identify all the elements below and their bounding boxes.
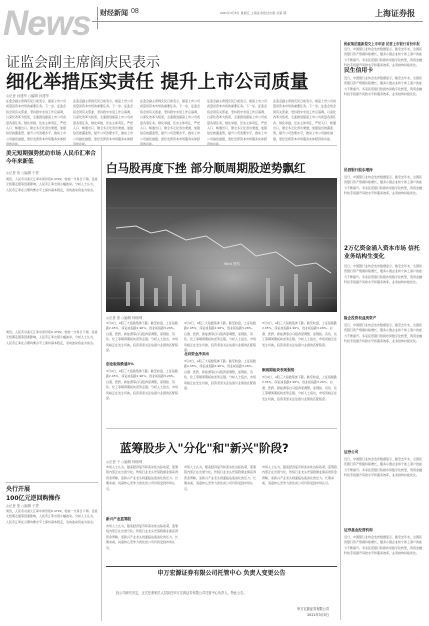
section-name: 财经新闻 [100,10,128,17]
notice-body: 经公司研究决定，正式任命相关人员担任申万宏源证券有限公司托管中心负责人，特此公告。 [116,591,247,595]
page-number: 08 [131,8,139,15]
right-col-body-6: 近日，中国银行业协会发布数据显示，截至去年末，全国民营银行资产规模持续增长，服务小微企业和个体工商户的能力不断提升。多家民营银行积极布局数字化转型，利用金融科技手段提升风控水平和服务效率，业务结构持续优化。 [344,535,423,556]
left-story1-body-b: 周四，人民币对美元汇率中间价报6.4799，较前一交易日下调。受美元短期走强等因素影响，人民币汇率出现小幅波动。分析人士认为，人民币汇率在合理均衡水平上保持基本稳定，双向波动将成为常态。 [6,330,98,345]
main2-col3: 市场人士认为，随着经济复苏和流动性边际收紧，蓝筹股内部正在出现分化。传统行业龙头凭借稳健业绩获得资金青睐，而新兴产业龙头则面临估值消化的压力。长期来看，具备核心竞争力的优质公司仍将受到市场认可。 [262,465,338,486]
left-story1-body-a: 周四，人民币对美元汇率中间价报6.4799，较前一交易日下调。受美元短期走强等因素影响，人民币汇率出现小幅波动。分析人士认为，人民币汇率在合理均衡水平上保持基本稳定，双向波动将成为常态。 [6,177,98,192]
main1-col2: 3月4日，A股三大指数集体下跌。截至收盘，上证指数跌2.05%，深证成指跌2.96%，创业板指跌3.26%。白酒、医药、新能源等白马股再度调整，而钢铁、有色、化工等顺周期板块逆势走强。分析人士指出，市场风格正在发生切换，投资者需关注估值与业绩的匹配程度。 [184,321,257,353]
left-story2-body: 周四，人民币对美元汇率中间价报6.4799，较前一交易日下调。受美元短期走强等因素影响，人民币汇率出现小幅波动。分析人士认为，人民币汇率在合理均衡水平上保持基本稳定，双向波动将成为常态。 [6,509,98,524]
right-column-rule [340,40,341,620]
main1-col1: 3月4日，A股三大指数集体下跌。截至收盘，上证指数跌2.05%，深证成指跌2.96%，创业板指跌3.26%。白酒、医药、新能源等白马股再度调整，而钢铁、有色、化工等顺周期板块逆势走强。分析人士指出，市场风格正在发生切换，投资者需关注估值与业绩的匹配程度。 [106,321,179,353]
main2-byline: ◎记者 于 ○编辑 杨晓坤 [106,460,143,464]
lead-headline: 细化举措压实责任 提升上市公司质量 [6,72,309,93]
right-col-heading-2: 民营银行股东增持 [344,168,373,172]
left-column-rule [101,146,102,621]
main1-col2b: 3月4日，A股三大指数集体下跌。截至收盘，上证指数跌2.05%，深证成指跌2.96%，创业板指跌3.26%。白酒、医药、新能源等白马股再度调整，而钢铁、有色、化工等顺周期板块逆势走强。分析人士指出，市场风格正在发生切换，投资者需关注估值与业绩的匹配程度。 [184,359,257,391]
main2-col1b: 市场人士认为，随着经济复苏和流动性边际收紧，蓝筹股内部正在出现分化。传统行业龙头凭借稳健业绩获得资金青睐，而新兴产业龙头则面临估值消化的压力。长期来看，具备核心竞争力的优质公司仍将受到市场认可。 [106,524,179,550]
chart-graphic [106,178,337,312]
right-col-body-2: 近日，中国银行业协会发布数据显示，截至去年末，全国民营银行资产规模持续增长，服务小微企业和个体工商户的能力不断提升。多家民营银行积极布局数字化转型，利用金融科技手段提升风控水平和服务效率，业务结构持续优化。 [344,175,423,196]
right-col-heading-3: 证券公司 [344,450,359,454]
notice-signature: 申万宏源证券有限公司 [297,607,329,611]
masthead-logo: News [3,4,91,43]
dateline: 2021年3月5日 星期五 上海证券报社出版 总第 期 [220,11,287,15]
main2-headline: 蓝筹股步入"分化"和"新兴"阶段? [120,441,289,455]
notice-title: 申万宏源证券有限公司托管中心 负责人变更公告 [157,570,286,577]
lead-body-col1: 证监会副主席阎庆民日前表示，提高上市公司质量是资本市场的重要任务。下一步，证监会将会同有关部委，坚持稳中求进工作总基调，以深化改革为统领，全面推进提高上市公司质量各项任务，细化举措，压实主体责任，严把入口、畅通出口，健全多元化退出渠道，加强信息披露监管，提升公司治理水平，推动上市公司做优做强，更好发挥资本市场服务实体经 [6,99,67,141]
masthead-divider [97,7,98,29]
lead-body-col2: 证监会副主席阎庆民日前表示，提高上市公司质量是资本市场的重要任务。下一步，证监会将会同有关部委，坚持稳中求进工作总基调，以深化改革为统领，全面推进提高上市公司质量各项任务，细化举措，压实主体责任，严把入口、畅通出口，健全多元化退出渠道，加强信息披露监管，提升公司治理水平，推动上市公司做优做强，更好发挥资本市场服务实体经 [73,99,134,141]
lead-bottom-rule [6,145,337,146]
main1-col1b: 3月4日，A股三大指数集体下跌。截至收盘，上证指数跌2.05%，深证成指跌2.96%，创业板指跌3.26%。白酒、医药、新能源等白马股再度调整，而钢铁、有色、化工等顺周期板块逆势走强。分析人士指出，市场风格正在发生切换，投资者需关注估值与业绩的匹配程度。 [106,369,179,401]
main2-col1: 市场人士认为，随着经济复苏和流动性边际收紧，蓝筹股内部正在出现分化。传统行业龙头凭借稳健业绩获得资金青睐，而新兴产业龙头则面临估值消化的压力。长期来看，具备核心竞争力的优质公司仍将受到市场认可。 [106,465,179,491]
main1-sub1: 创业板指跌逾3% [106,362,134,366]
notice-date: 2021年3月5日 [307,613,329,617]
right-col-body-4: 近日，中国银行业协会发布数据显示，截至去年末，全国民营银行资产规模持续增长，服务小微企业和个体工商户的能力不断提升。多家民营银行积极布局数字化转型，利用金融科技手段提升风控水平和服务效率，业务结构持续优化。 [344,323,423,344]
lead-byline: ◎记者 孙建华 ○编辑 孙建华 [6,94,50,98]
lead-body-col3: 证监会副主席阎庆民日前表示，提高上市公司质量是资本市场的重要任务。下一步，证监会将会同有关部委，坚持稳中求进工作总基调，以深化改革为统领，全面推进提高上市公司质量各项任务，细化举措，压实主体责任，严把入口、畅通出口，健全多元化退出渠道，加强信息披露监管，提升公司治理水平，推动上市公司做优做强，更好发挥资本市场服务实体经 [140,99,201,141]
left-story-divider [6,482,98,483]
notice-box [106,566,337,622]
left-story1-title: 美元短期强势扰动市场 人民币汇率合今年来新低 [6,151,96,165]
right-col-title: 蚂蚁集团重新提交上市申请 民营上市银行首份年报 [344,42,420,46]
right-col-body-3: 近日，中国银行业协会发布数据显示，截至去年末，全国民营银行资产规模持续增长，服务小微企业和个体工商户的能力不断提升。多家民营银行积极布局数字化转型，利用金融科技手段提升风控水平和服务效率，业务结构持续优化。 [344,264,423,285]
chart-caption: Wind 资料 [224,262,240,266]
left-story2-byline: ◎记者 张 ○编辑 于蒙 [6,504,39,508]
right-col-heading-4: 证券基金经营机构 [344,528,373,532]
left-story2-subtitle: 100亿元逆回购操作 [6,495,61,502]
left-story1-byline: ◎记者 张 ○编辑 于蒙 [6,171,39,175]
chart-image [106,178,337,312]
right-story2-title: 2万亿资金涌入资本市场 信托业务结构生变化 [344,246,420,260]
main1-byline: ◎记者 张 ○编辑 杨晓坤 [106,316,143,320]
main1-col3b: 3月4日，A股三大指数集体下跌。截至收盘，上证指数跌2.05%，深证成指跌2.96%，创业板指跌3.26%。白酒、医药、新能源等白马股再度调整，而钢铁、有色、化工等顺周期板块逆势走强。分析人士指出，市场风格正在发生切换，投资者需关注估值与业绩的匹配程度。 [262,375,338,401]
main1-headline: 白马股再度下挫 部分顺周期股逆势飘红 [106,161,306,175]
main1-sub3: 顺周期板块表现强势 [262,368,295,372]
lead-body-col4: 证监会副主席阎庆民日前表示，提高上市公司质量是资本市场的重要任务。下一步，证监会将会同有关部委，坚持稳中求进工作总基调，以深化改革为统领，全面推进提高上市公司质量各项任务，细化举措，压实主体责任，严把入口、畅通出口，健全多元化退出渠道，加强信息披露监管，提升公司治理水平，推动上市公司做优做强，更好发挥资本市场服务实体经 [207,99,268,141]
right-story3-title: 险企投资权益类资产 [344,316,377,320]
main1-col3: 3月4日，A股三大指数集体下跌。截至收盘，上证指数跌2.05%，深证成指跌2.96%，创业板指跌3.26%。白酒、医药、新能源等白马股再度调整，而钢铁、有色、化工等顺周期板块逆势走强。分析人士指出，市场风格正在发生切换，投资者需关注估值与业绩的匹配程度。 [262,321,338,347]
right-col-body-5: 近日，中国银行业协会发布数据显示，截至去年末，全国民营银行资产规模持续增长，服务小微企业和个体工商户的能力不断提升。多家民营银行积极布局数字化转型，利用金融科技手段提升风控水平和服务效率，业务结构持续优化。 [344,457,423,478]
lead-body-col5: 证监会副主席阎庆民日前表示，提高上市公司质量是资本市场的重要任务。下一步，证监会将会同有关部委，坚持稳中求进工作总基调，以深化改革为统领，全面推进提高上市公司质量各项任务，细化举措，压实主体责任，严把入口、畅通出口，健全多元化退出渠道，加强信息披露监管，提升公司治理水平，推动上市公司做优做强，更好发挥资本市场服务实体经济的功能。 [273,99,337,141]
main-story-divider [106,428,337,429]
lead-kicker: 证监会副主席阎庆民表示 [6,55,160,71]
right-col-heading-1: 民生信用卡 [344,68,373,74]
masthead-rule [92,21,423,22]
paper-name: 上海证券报 [375,8,415,18]
right-col-body-1: 近日，中国银行业协会发布数据显示，截至去年末，全国民营银行资产规模持续增长，服务小微企业和个体工商户的能力不断提升。多家民营银行积极布局数字化转型，利用金融科技手段提升风控水平和服务效率，业务结构持续优化。 [344,76,423,97]
left-story2-title: 央行开展 [6,486,31,493]
main2-sub1: 新兴产业蓝筹股 [106,517,132,521]
main2-col2: 市场人士认为，随着经济复苏和流动性边际收紧，蓝筹股内部正在出现分化。传统行业龙头凭借稳健业绩获得资金青睐，而新兴产业龙头则面临估值消化的压力。长期来看，具备核心竞争力的优质公司仍将受到市场认可。 [184,465,257,491]
right-col-intro: 近日，中国银行业协会发布数据显示，截至去年末，全国民营银行资产规模持续增长，服务小微企业和个体工商户的能力不断提升。多家民营银行积极布局数字化转型，利用金融科技手段提升风控水平和服务效率，业务结构持续优化。 [344,47,423,68]
main1-sub2: 北向资金净卖出 [184,352,210,356]
